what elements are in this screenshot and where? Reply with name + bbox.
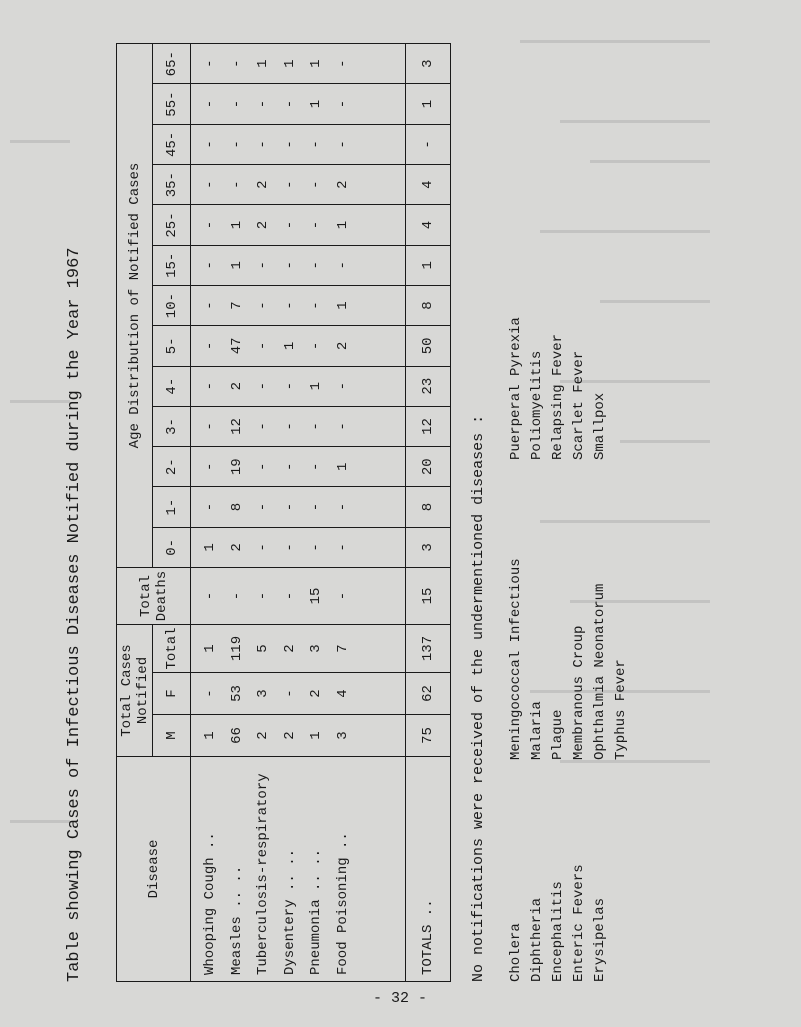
totals-row bbox=[406, 44, 451, 982]
total-cases-header: Total Cases Notified bbox=[117, 625, 153, 757]
totals-age: 3 bbox=[406, 44, 451, 84]
age-group-header: 45- bbox=[153, 124, 191, 164]
female-count: 2 bbox=[308, 689, 324, 698]
infectious-diseases-table bbox=[116, 43, 451, 982]
totals-age: 12 bbox=[406, 406, 451, 446]
age-column bbox=[191, 84, 406, 124]
age-count: - bbox=[228, 180, 245, 189]
total-header: Total bbox=[153, 625, 191, 673]
age-count: - bbox=[255, 543, 271, 552]
age-count: - bbox=[281, 140, 298, 149]
age-count: 2 bbox=[228, 543, 245, 552]
age-count: - bbox=[202, 502, 218, 512]
female-count: 4 bbox=[334, 689, 351, 698]
age-count: - bbox=[202, 261, 218, 270]
totals-deaths: 15 bbox=[406, 568, 451, 625]
male-count: 2 bbox=[281, 731, 298, 740]
rotated-page bbox=[60, 40, 660, 982]
notification-item: Diphtheria bbox=[529, 897, 545, 982]
age-count: - bbox=[334, 543, 351, 552]
totals-age: 1 bbox=[406, 84, 451, 124]
age-count: - bbox=[202, 59, 218, 68]
total-count: 7 bbox=[334, 644, 351, 653]
age-count: 2 bbox=[255, 220, 271, 230]
age-group-header: 1- bbox=[153, 487, 191, 527]
age-count: - bbox=[228, 140, 245, 149]
notification-item: Erysipelas bbox=[592, 897, 608, 982]
notification-item: Puerperal Pyrexia bbox=[508, 317, 524, 460]
age-count: - bbox=[202, 422, 218, 431]
age-column bbox=[191, 487, 406, 527]
age-column bbox=[191, 245, 406, 285]
age-count: - bbox=[281, 261, 298, 270]
age-group-header: 3- bbox=[153, 406, 191, 446]
age-count: 1 bbox=[308, 99, 324, 109]
age-count: - bbox=[255, 381, 271, 391]
disease-name: Pneumonia .. .. bbox=[308, 848, 324, 975]
notification-item: Smallpox bbox=[592, 392, 608, 460]
age-group-header: 65- bbox=[153, 44, 191, 84]
male-count: 1 bbox=[202, 731, 218, 740]
age-column bbox=[191, 205, 406, 245]
age-count: 19 bbox=[228, 458, 245, 476]
totals-age: 23 bbox=[406, 366, 451, 406]
totals-age: 8 bbox=[406, 487, 451, 527]
page-number: - 32 - bbox=[372, 990, 427, 1007]
age-count: - bbox=[281, 381, 298, 391]
notification-item: Poliomyelitis bbox=[529, 350, 545, 460]
totals-age: 4 bbox=[406, 205, 451, 245]
age-count: - bbox=[308, 140, 324, 149]
disease-names-cell bbox=[191, 757, 406, 982]
notifications-column-3 bbox=[506, 317, 611, 460]
male-count: 66 bbox=[228, 727, 245, 744]
age-count: - bbox=[281, 502, 298, 512]
age-count: - bbox=[308, 180, 324, 189]
age-count: - bbox=[255, 502, 271, 512]
age-column bbox=[191, 44, 406, 84]
age-count: - bbox=[228, 99, 245, 109]
notification-item: Enteric Fevers bbox=[571, 864, 587, 982]
age-column bbox=[191, 124, 406, 164]
total-cases-cell bbox=[191, 625, 406, 673]
age-count: - bbox=[334, 140, 351, 149]
age-count: - bbox=[281, 220, 298, 230]
age-group-header: 4- bbox=[153, 366, 191, 406]
disease-name: Dysentery .. .. bbox=[281, 848, 298, 975]
age-count: - bbox=[228, 59, 245, 68]
totals-age: 4 bbox=[406, 165, 451, 205]
age-count: - bbox=[202, 220, 218, 230]
male-cases-cell bbox=[191, 715, 406, 757]
age-count: 7 bbox=[228, 301, 245, 310]
age-count: - bbox=[255, 422, 271, 431]
age-count: 1 bbox=[334, 220, 351, 230]
age-count: 1 bbox=[334, 462, 351, 471]
age-count: - bbox=[202, 381, 218, 391]
totals-age: 1 bbox=[406, 245, 451, 285]
age-count: - bbox=[334, 261, 351, 270]
page-title: Table showing Cases of Infectious Diseases Notified during the Year 1967 bbox=[65, 247, 84, 982]
age-count: - bbox=[334, 59, 351, 68]
notification-item: Encephalitis bbox=[550, 881, 566, 982]
deaths-cell bbox=[191, 568, 406, 625]
age-count: - bbox=[308, 220, 324, 230]
age-count: 1 bbox=[308, 59, 324, 68]
notification-item: Relapsing Fever bbox=[550, 333, 566, 460]
age-count: - bbox=[202, 341, 218, 351]
notification-item: Cholera bbox=[508, 923, 524, 982]
age-count: 8 bbox=[228, 502, 245, 512]
age-count: 1 bbox=[228, 220, 245, 230]
age-column bbox=[191, 447, 406, 487]
notification-item: Ophthalmia Neonatorum bbox=[592, 583, 608, 760]
age-column bbox=[191, 326, 406, 366]
age-count: 1 bbox=[255, 59, 271, 68]
age-column bbox=[191, 285, 406, 325]
age-group-header: 0- bbox=[153, 527, 191, 567]
notification-item: Malaria bbox=[529, 701, 545, 760]
age-count: - bbox=[308, 261, 324, 270]
age-count: - bbox=[308, 422, 324, 431]
age-count: - bbox=[308, 341, 324, 351]
age-column bbox=[191, 527, 406, 567]
totals-age: 3 bbox=[406, 527, 451, 567]
age-count: 2 bbox=[255, 180, 271, 189]
disease-name: Measles .. .. bbox=[228, 865, 245, 975]
age-group-header: 5- bbox=[153, 326, 191, 366]
disease-header: Disease bbox=[117, 757, 191, 982]
total-count: 2 bbox=[281, 644, 298, 653]
deaths-count: 15 bbox=[308, 587, 324, 605]
male-count: 1 bbox=[308, 731, 324, 740]
age-count: - bbox=[334, 381, 351, 391]
age-count: - bbox=[334, 99, 351, 109]
age-count: - bbox=[308, 301, 324, 310]
age-count: - bbox=[308, 543, 324, 552]
totals-age: 50 bbox=[406, 326, 451, 366]
age-distribution-header: Age Distribution of Notified Cases bbox=[117, 44, 153, 568]
male-count: 3 bbox=[334, 731, 351, 740]
totals-age: 8 bbox=[406, 285, 451, 325]
disease-name: Whooping Cough .. bbox=[202, 832, 218, 975]
age-count: 12 bbox=[228, 418, 245, 435]
total-count: 119 bbox=[228, 635, 245, 662]
age-group-header: 25- bbox=[153, 205, 191, 245]
notification-item: Meningococcal Infectious bbox=[508, 558, 524, 760]
age-count: - bbox=[308, 462, 324, 471]
age-count: - bbox=[202, 99, 218, 109]
age-count: - bbox=[281, 422, 298, 431]
notification-item: Typhus Fever bbox=[613, 659, 629, 760]
notification-item: Plague bbox=[550, 709, 566, 760]
age-group-header: 10- bbox=[153, 285, 191, 325]
deaths-count: - bbox=[334, 591, 351, 601]
age-count: - bbox=[281, 462, 298, 471]
female-count: 3 bbox=[255, 689, 271, 698]
age-count: - bbox=[202, 140, 218, 149]
age-column bbox=[191, 366, 406, 406]
age-count: - bbox=[281, 543, 298, 552]
age-group-header: 35- bbox=[153, 165, 191, 205]
female-header: F bbox=[153, 673, 191, 715]
age-group-header: 2- bbox=[153, 447, 191, 487]
age-group-header: 15- bbox=[153, 245, 191, 285]
age-count: - bbox=[308, 502, 324, 512]
age-count: 1 bbox=[228, 261, 245, 270]
age-column bbox=[191, 406, 406, 446]
age-count: 1 bbox=[308, 381, 324, 391]
age-count: - bbox=[255, 140, 271, 149]
totals-total: 137 bbox=[406, 625, 451, 673]
age-count: 1 bbox=[281, 341, 298, 351]
age-count: - bbox=[334, 422, 351, 431]
age-count: - bbox=[281, 301, 298, 310]
age-count: 1 bbox=[281, 59, 298, 68]
totals-age: - bbox=[406, 124, 451, 164]
age-count: - bbox=[281, 180, 298, 189]
age-count: - bbox=[281, 99, 298, 109]
totals-female: 62 bbox=[406, 673, 451, 715]
age-count: - bbox=[202, 462, 218, 471]
age-count: 47 bbox=[228, 337, 245, 355]
age-group-header: 55- bbox=[153, 84, 191, 124]
female-count: - bbox=[202, 689, 218, 698]
deaths-count: - bbox=[202, 591, 218, 601]
female-count: - bbox=[281, 689, 298, 698]
notifications-column-1 bbox=[506, 864, 611, 982]
age-count: - bbox=[202, 301, 218, 310]
age-count: 2 bbox=[334, 341, 351, 351]
age-count: - bbox=[334, 502, 351, 512]
age-count: - bbox=[255, 301, 271, 310]
totals-label: TOTALS .. bbox=[406, 757, 451, 982]
notifications-column-2 bbox=[506, 558, 632, 760]
age-count: - bbox=[202, 180, 218, 189]
disease-name: Food Poisoning .. bbox=[334, 832, 351, 975]
age-count: 1 bbox=[202, 543, 218, 552]
female-count: 53 bbox=[228, 685, 245, 702]
deaths-count: - bbox=[228, 591, 245, 601]
totals-age: 20 bbox=[406, 447, 451, 487]
age-count: - bbox=[255, 462, 271, 471]
notification-item: Membranous Croup bbox=[571, 625, 587, 760]
age-count: - bbox=[255, 341, 271, 351]
notifications-heading: No notifications were received of the undermentioned diseases : bbox=[470, 414, 487, 982]
female-cases-cell bbox=[191, 673, 406, 715]
age-count: 2 bbox=[334, 180, 351, 189]
male-count: 2 bbox=[255, 731, 271, 740]
age-count: 1 bbox=[334, 301, 351, 310]
age-count: - bbox=[255, 261, 271, 270]
age-count: 2 bbox=[228, 381, 245, 391]
age-column bbox=[191, 165, 406, 205]
age-count: - bbox=[255, 99, 271, 109]
deaths-count: - bbox=[255, 591, 271, 601]
disease-name: Tuberculosis-respiratory bbox=[255, 773, 271, 975]
notification-item: Scarlet Fever bbox=[571, 350, 587, 460]
total-deaths-header: Total Deaths bbox=[117, 568, 191, 625]
total-count: 3 bbox=[308, 644, 324, 653]
total-count: 5 bbox=[255, 644, 271, 653]
totals-male: 75 bbox=[406, 715, 451, 757]
total-count: 1 bbox=[202, 644, 218, 653]
deaths-count: - bbox=[281, 591, 298, 601]
male-header: M bbox=[153, 715, 191, 757]
